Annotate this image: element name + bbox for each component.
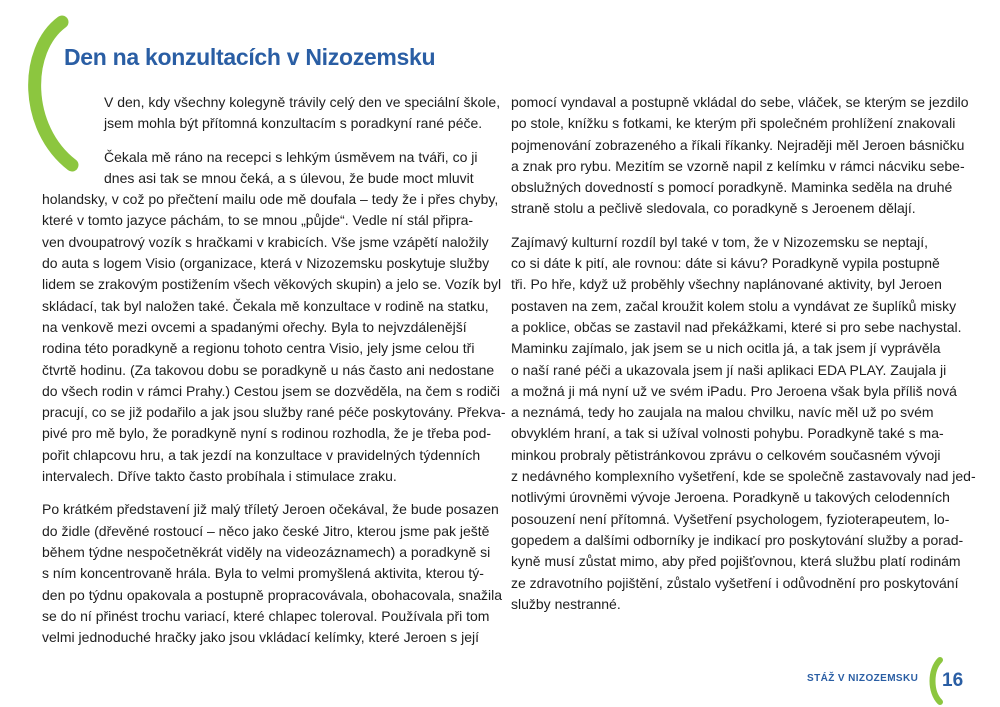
text-line: holandsky, v což po přečtení mailu ode mě doufala – tedy že i přes chyby, — [42, 191, 499, 208]
text-line: posouzení není přítomná. Vyšetření psychologem, fyzioterapeutem, lo- — [511, 510, 950, 527]
text-line: obslužných dovedností s pomocí poradkyně. Maminka seděla na druhé — [511, 179, 953, 196]
text-line: den po týdnu opakovala a postupně propracovávala, obohacovala, snažila — [42, 586, 502, 603]
text-line: jsem mohla být přítomná konzultacím s poradkyní rané péče. — [104, 115, 483, 132]
text-line: intervalech. Dříve takto často probíhala i stimulace zraku. — [42, 468, 397, 485]
paragraph — [42, 499, 502, 648]
text-line: po stole, knížku s fotkami, ke kterým při společném prohlížení znakovali — [511, 115, 956, 132]
text-line: služby nestranné. — [511, 595, 621, 612]
text-line: během týdne nespočetněkrát viděly na videozáznamech) a poradkyně si — [42, 543, 491, 560]
text-line: o naší rané péči a ukazovala jsem jí naši aplikaci EDA PLAY. Zaujala ji — [511, 361, 947, 378]
page-number: 16 — [942, 670, 964, 691]
text-line: s ním koncentrovaně hrála. Byla to velmi promyšlená aktivita, kterou tý- — [42, 565, 484, 582]
text-line: a poklice, občas se zastavil nad překážkami, které si pro sebe nachystal. — [511, 318, 962, 335]
text-line: kyně musí zůstat mimo, aby před pojišťovnou, která službu platí rodinám — [511, 553, 961, 570]
paragraph — [511, 232, 976, 615]
text-line: čtvrtě hodinu. (Za takovou dobu se poradkyně u nás často ani nedostane — [42, 361, 495, 378]
paragraph — [511, 92, 969, 220]
paragraph — [42, 92, 501, 135]
text-line: Zajímavý kulturní rozdíl byl také v tom, že v Nizozemsku se neptají, — [511, 233, 929, 250]
text-line: pomocí vyndaval a postupně vkládal do sebe, vláček, se kterým se jezdilo — [511, 94, 969, 110]
text-line: do židle (dřevěné rostoucí – něco jako české Jitro, kterou jsme pak ještě — [42, 522, 490, 539]
text-line: dnes asi tak se mnou čeká, a s úlevou, že bude moct mluvit — [104, 169, 474, 186]
text-line: V den, kdy všechny kolegyně trávily celý den ve speciální škole, — [104, 94, 501, 110]
text-line: do všech rodin v rámci Prahy.) Cestou jsem se dozvěděla, na čem s rodiči — [42, 382, 501, 399]
text-line: straně stolu a pečlivě sledovala, co poradkyně s Jeroenem dělají. — [511, 200, 916, 217]
text-line: velmi jednoduché hračky jako jsou vkládací kelímky, které Jeroen s její — [42, 629, 480, 646]
paragraph — [42, 147, 506, 488]
text-line: notlivými úrovněmi vývoje Jeroena. Poradkyně u takových celodenních — [511, 489, 950, 506]
text-line: obvyklém hraní, a tak si užíval volnosti pohybu. Poradkyně také s ma- — [511, 425, 944, 442]
text-line: skládací, tak byl naložen také. Čekala mě konzultace v rodině na statku, — [42, 297, 489, 314]
text-line: ze zdravotního pojištění, zůstalo vyšetření i odůvodnění pro poskytování — [511, 574, 959, 591]
text-line: pivé pro mě bylo, že poradkyně nyní s rodinou rozhodla, že je třeba pod- — [42, 425, 492, 442]
text-line: se do ní přinést trochu variací, které chlapec toleroval. Používala při tom — [42, 607, 490, 624]
text-line: tři. Po hře, když už proběhly všechny naplánované aktivity, byl Jeroen — [511, 276, 942, 293]
text-line: postaven na zem, začal kroužit kolem stolu a vyndávat ze šuplíků misky — [511, 297, 957, 314]
footer-section-label: STÁŽ V NIZOZEMSKU — [807, 673, 919, 684]
text-line: ven dvoupatrový vozík s hračkami v krabicích. Vše jsme vzápětí naložily — [42, 233, 489, 250]
left-column — [42, 92, 506, 660]
text-line: na venkově mezi ovcemi a spadanými ořechy. Byla to nejvzdálenější — [42, 318, 467, 335]
text-line: gopedem a dalšími odborníky je indikací pro poskytování služby a porad- — [511, 531, 964, 548]
page-title: Den na konzultacích v Nizozemsku — [64, 44, 436, 70]
text-line: do auta s logem Visio (organizace, která v Nizozemsku poskytuje služby — [42, 255, 490, 272]
text-line: pracují, co se již podařilo a jak jsou služby rané péče poskytovány. Překva- — [42, 404, 506, 421]
text-line: pořit chlapcovu hru, a tak jezdí na konzultace v pravidelných týdenních — [42, 446, 481, 463]
text-line: které v tomto jazyce páchám, to se mnou „půjde“. Vedle ní stál připra- — [42, 212, 474, 229]
text-line: rodina této poradkyně a regionu tohoto centra Visio, jely jsme celou tři — [42, 340, 475, 357]
text-line: a znak pro rybu. Mezitím se vzorně napil z kelímku v rámci nácviku sebe- — [511, 157, 965, 174]
right-column — [511, 92, 976, 627]
text-line: Čekala mě ráno na recepci s lehkým úsměvem na tváři, co ji — [104, 148, 478, 165]
text-line: Po krátkém představení již malý tříletý Jeroen očekával, že bude posazen — [42, 501, 499, 518]
text-line: a možná ji má nyní už ve svém iPadu. Pro Jeroena však byla příliš nová — [511, 382, 957, 399]
text-line: a neznámá, tedy ho zaujala na malou chvilku, navíc měl už po svém — [511, 404, 934, 421]
text-line: minkou probraly pětistránkovou zprávu o celkovém současném vývoji — [511, 446, 941, 463]
text-line: Maminku zajímalo, jak jsem se u nich ocitla já, a tak jsem jí vyprávěla — [511, 340, 941, 357]
text-line: z nedávného komplexního vyšetření, kde se společně zastavovaly nad jed- — [511, 468, 976, 485]
text-line: lidem se zrakovým postižením všech věkových skupin) a jelo se. Vozík byl — [42, 276, 502, 293]
text-line: pojmenování zobrazeného a říkali říkanky. Nejraději měl Jeroen básničku — [511, 136, 965, 153]
text-line: co si dáte k pití, ale rovnou: dáte si kávu? Poradkyně vypila postupně — [511, 255, 940, 272]
